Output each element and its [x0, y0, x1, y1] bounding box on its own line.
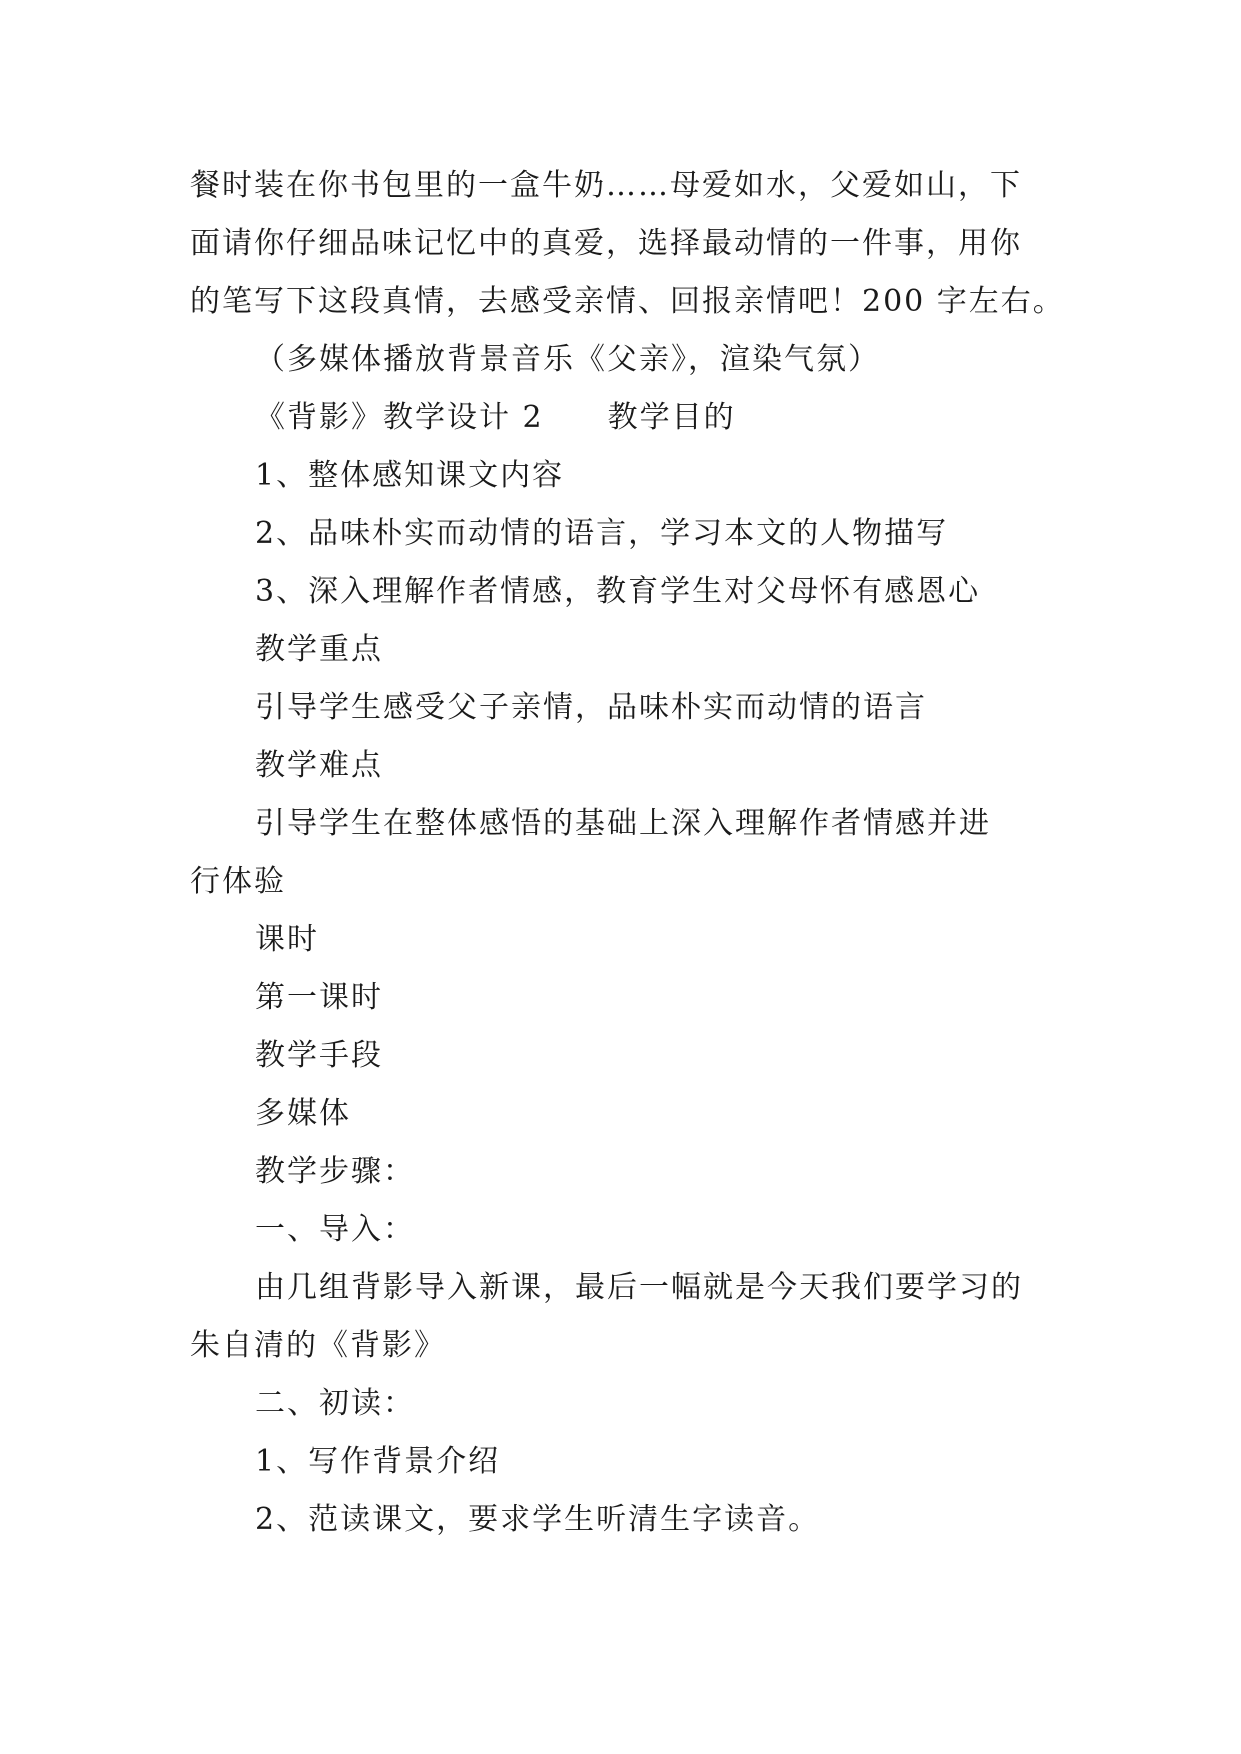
- paragraph-line: 多媒体: [255, 1096, 351, 1131]
- paragraph-line: 引导学生在整体感悟的基础上深入理解作者情感并进: [255, 806, 991, 841]
- paragraph-line: 面请你仔细品味记忆中的真爱，选择最动情的一件事，用你: [190, 226, 1022, 261]
- paragraph-line: 朱自清的《背影》: [190, 1328, 446, 1363]
- list-item: 1、整体感知课文内容: [255, 458, 565, 493]
- paragraph-line: 的笔写下这段真情，去感受亲情、回报亲情吧！200 字左右。: [190, 284, 1065, 319]
- section-heading: 教学步骤：: [255, 1154, 415, 1189]
- paragraph-line: 第一课时: [255, 980, 383, 1015]
- section-heading: 一、导入：: [255, 1212, 415, 1247]
- section-heading: 教学重点: [255, 632, 383, 667]
- section-heading: 教学手段: [255, 1038, 383, 1073]
- list-item: 2、范读课文，要求学生听清生字读音。: [255, 1502, 821, 1537]
- section-heading: 二、初读：: [255, 1386, 415, 1421]
- list-item: 2、品味朴实而动情的语言，学习本文的人物描写: [255, 516, 949, 551]
- list-item: 1、写作背景介绍: [255, 1444, 501, 1479]
- paragraph-line: 餐时装在你书包里的一盒牛奶……母爱如水，父爱如山，下: [190, 168, 1022, 203]
- paragraph-line: 行体验: [190, 864, 286, 899]
- paragraph-line: （多媒体播放背景音乐《父亲》，渲染气氛）: [255, 342, 880, 377]
- section-heading: 课时: [255, 922, 319, 957]
- section-title: 《背影》教学设计 2 教学目的: [255, 400, 736, 435]
- paragraph-line: 引导学生感受父子亲情，品味朴实而动情的语言: [255, 690, 927, 725]
- list-item: 3、深入理解作者情感，教育学生对父母怀有感恩心: [255, 574, 981, 609]
- section-heading: 教学难点: [255, 748, 383, 783]
- paragraph-line: 由几组背影导入新课，最后一幅就是今天我们要学习的: [255, 1270, 1023, 1305]
